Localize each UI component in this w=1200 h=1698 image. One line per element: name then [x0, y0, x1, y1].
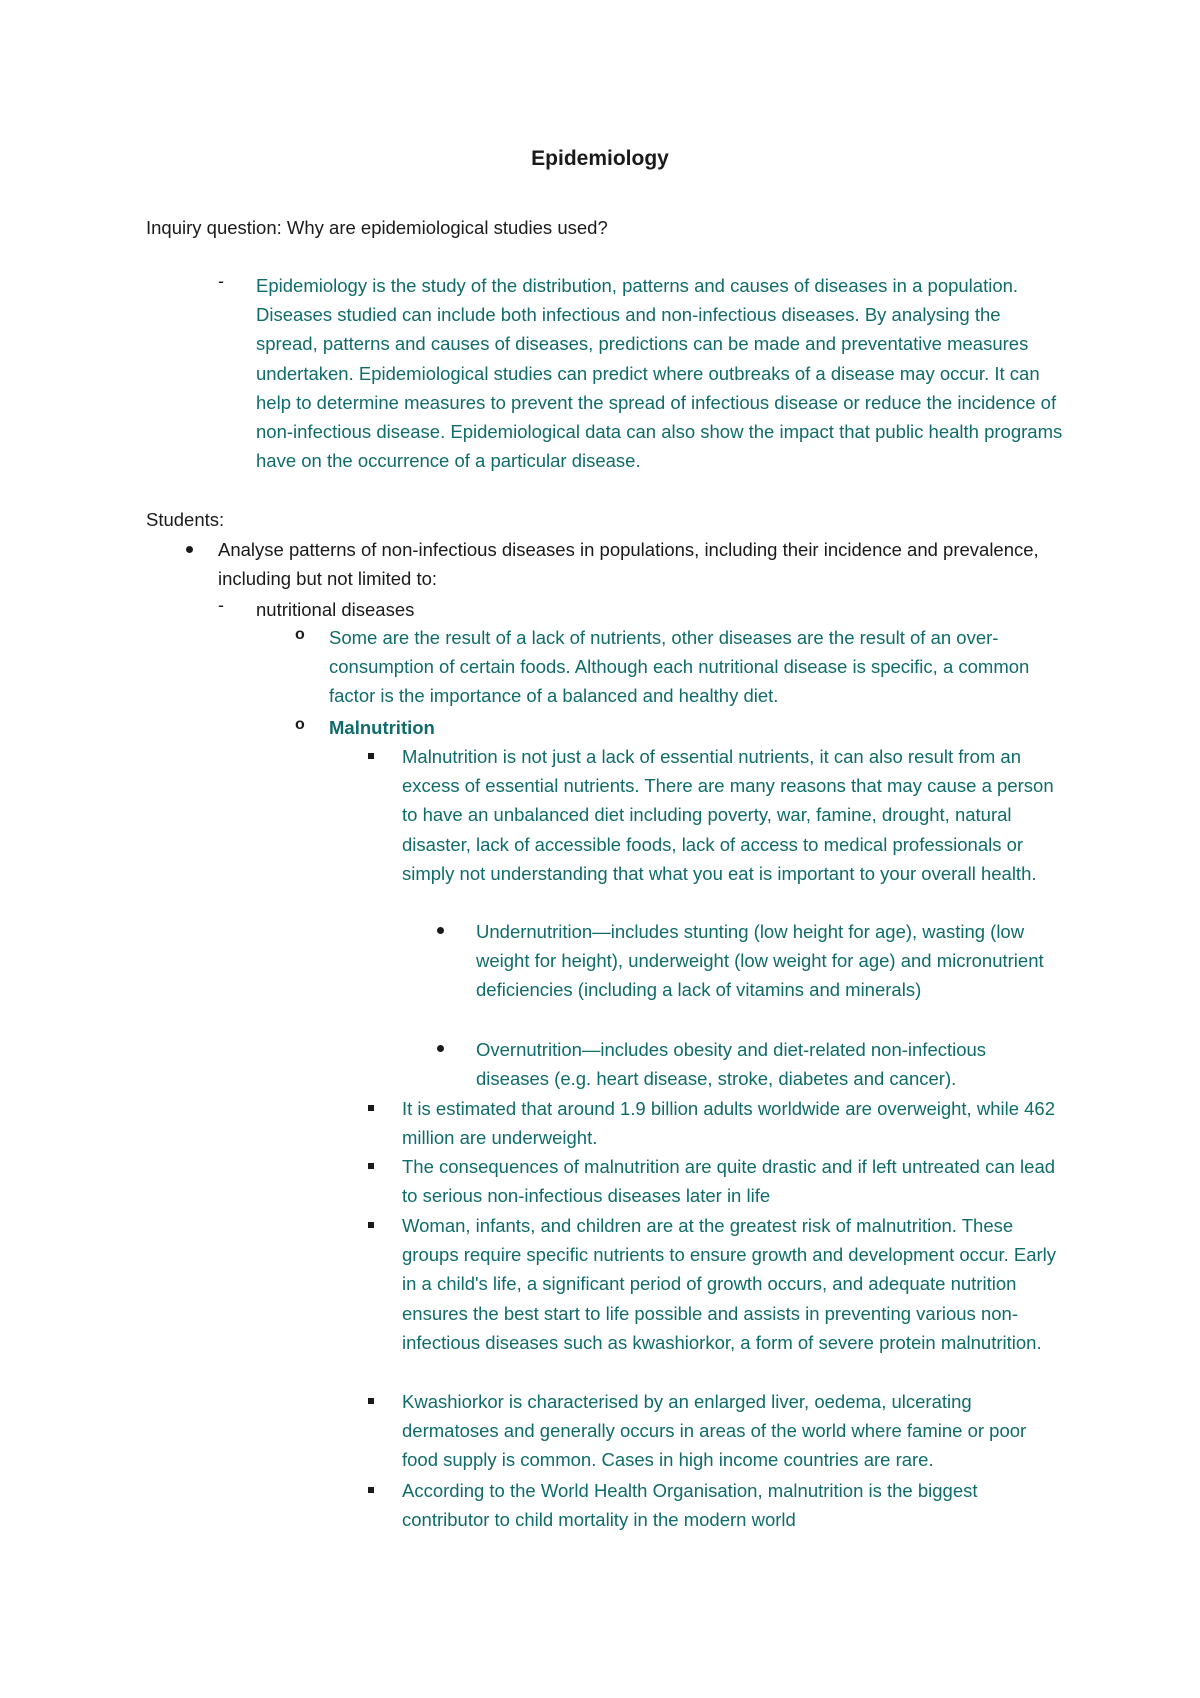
malnutrition-point-bullet-icon	[368, 1487, 374, 1493]
document-title: Epidemiology	[531, 147, 669, 170]
nutritional-note: Some are the result of a lack of nutrients, other diseases are the result of an over-consumption of certain foods. Although each nutritional disease is specific, a common factor is the importance of a balanced and healthy diet.	[329, 627, 1030, 707]
subpoint-overnutrition: Overnutrition—includes obesity and diet-related non-infectious diseases (e.g. heart disease, stroke, diabetes and cancer).	[476, 1039, 987, 1090]
malnutrition-point: The consequences of malnutrition are quite drastic and if left untreated can lead to serious non-infectious diseases later in life	[402, 1156, 1056, 1207]
analyse-bullet-icon	[186, 546, 193, 553]
malnutrition-point: Woman, infants, and children are at the greatest risk of malnutrition. These groups require specific nutrients to ensure growth and development occur. Early in a child's life, a significant period of growth occurs, and adequate nutrition ensures the best start to life possible and assists in preventing various non-infectious diseases such as kwashiorkor, a form of severe protein malnutrition.	[402, 1215, 1057, 1353]
malnutrition-point-bullet-icon	[368, 1398, 374, 1404]
malnutrition-point: According to the World Health Organisation, malnutrition is the biggest contributor to child mortality in the modern world	[402, 1480, 978, 1531]
malnutrition-point-bullet-icon	[368, 1163, 374, 1169]
intro-paragraph: Epidemiology is the study of the distribution, patterns and causes of diseases in a population. Diseases studied can include both infectious and non-infectious diseases. By analysing the spread, patterns and causes of diseases, predictions can be made and preventative measures undertaken. Epidemiological studies can predict where outbreaks of a disease may occur. It can help to determine measures to prevent the spread of infectious disease or reduce the incidence of non-infectious disease. Epidemiological data can also show the impact that public health programs have on the occurrence of a particular disease.	[256, 275, 1063, 472]
nutritional-note-bullet-icon: o	[295, 626, 305, 643]
malnutrition-heading: Malnutrition	[329, 717, 435, 738]
malnutrition-point: Malnutrition is not just a lack of essential nutrients, it can also result from an excess of essential nutrients. There are many reasons that may cause a person to have an unbalanced diet including poverty, war, famine, drought, natural disaster, lack of accessible foods, lack of access to medical professionals or simply not understanding that what you eat is important to your overall health.	[402, 746, 1054, 884]
malnutrition-point-bullet-icon	[368, 1222, 374, 1228]
students-label: Students:	[146, 509, 225, 530]
malnutrition-point-bullet-icon	[368, 753, 374, 759]
intro-dash-marker: -	[218, 271, 224, 291]
malnutrition-point-bullet-icon	[368, 1105, 374, 1111]
malnutrition-heading-bullet-icon: o	[295, 716, 305, 733]
malnutrition-point: It is estimated that around 1.9 billion adults worldwide are overweight, while 462 million are underweight.	[402, 1098, 1056, 1149]
subpoint-bullet-icon	[437, 1045, 444, 1052]
subpoint-bullet-icon	[437, 927, 444, 934]
inquiry-question: Inquiry question: Why are epidemiological studies used?	[146, 217, 608, 238]
nutritional-label: nutritional diseases	[256, 599, 415, 620]
malnutrition-point: Kwashiorkor is characterised by an enlarged liver, oedema, ulcerating dermatoses and generally occurs in areas of the world where famine or poor food supply is common. Cases in high income countries are rare.	[402, 1391, 1027, 1471]
subpoint-undernutrition: Undernutrition—includes stunting (low height for age), wasting (low weight for height), underweight (low weight for age) and micronutrient deficiencies (including a lack of vitamins and minerals)	[476, 921, 1044, 1001]
analyse-item: Analyse patterns of non-infectious diseases in populations, including their incidence and prevalence, including but not limited to:	[218, 539, 1039, 590]
nutritional-dash-marker: -	[218, 595, 224, 615]
